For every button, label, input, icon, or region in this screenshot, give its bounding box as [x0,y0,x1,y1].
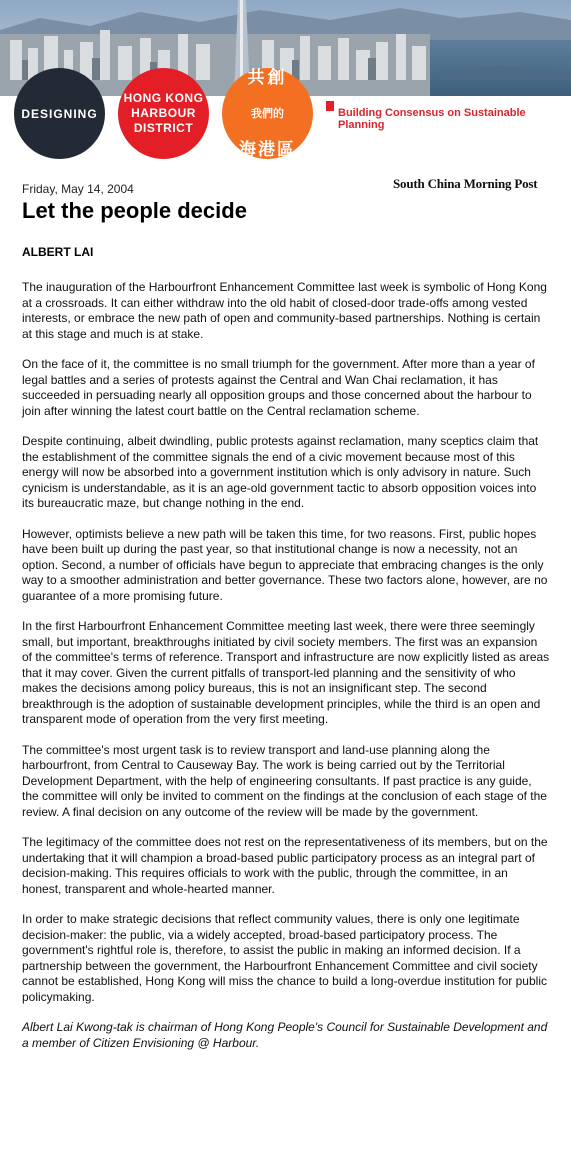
designing-label: DESIGNING [21,106,98,121]
article-paragraph: The inauguration of the Harbourfront Enhancement Committee last week is symbolic of Hong Kong at a crossroads. It can either withdraw into the old habit of closed-door trade-offs among vested interests, or embrace the new path of open and community-based partnerships. Nothing is certain at this stage and much is at stake. [22,280,547,341]
banner-tagline: Building Consensus on Sustainable Planning [338,107,526,131]
chinese-line-3: 海港區 [239,139,296,159]
tagline-marker [326,101,334,111]
article-paragraph: In the first Harbourfront Enhancement Committee meeting last week, there were three seemingly small, but important, breakthroughs initiated by civil society members. The first was an expansion of the committee's terms of reference. Transport and infrastructure are now explicitly listed as areas that it may cover. Given the current pitfalls of transport-led planning and the sensitivity of who makes the decisions among policy bureaus, this is not an insignificant step. The second breakthrough is the adoption of sustainable development principles, while the third is an open and transparent mode of operation from the very first meeting. [22,619,550,726]
article-paragraph: Despite continuing, albeit dwindling, public protests against reclamation, many sceptics claim that the establishment of the committee signals the end of a civic movement because most of this energy will now be absorbed into a government institution which is only advisory in nature. Such cynicism is understandable, as it is an age-old government tactic to absorb opposition voices into its bureaucratic maze, but change nothing in the end. [22,434,539,510]
designing-circle-logo [14,68,105,159]
chinese-line-2: 我們的 [251,107,284,120]
article-body [22,280,550,1066]
header-banner [0,0,571,165]
harbour-district-circle-logo [118,68,209,159]
article-headline: Let the people decide [22,198,247,223]
chinese-title-circle-logo [222,68,313,159]
article-paragraph: The committee's most urgent task is to review transport and land-use planning along the harbourfront, from Central to Causeway Bay. The work is being carried out by the Territorial Development Department, with the help of engineering consultants. If past practice is any guide, the committee will only be invited to comment on the findings at the conclusion of each stage of the review. A final decision on any outcome of the review will be made by the government. [22,742,547,819]
article-paragraph: On the face of it, the committee is no small triumph for the government. After more than a year of legal battles and a series of protests against the Central and Wan Chai reclamation, it has succeeded in persuading nearly all opposition groups and those concerned about the harbour to join after winning the latest court battle on the Central reclamation scheme. [22,357,535,418]
author-note: Albert Lai Kwong-tak is chairman of Hong Kong People's Council for Sustainable Development and a member of Citizen Envisioning @ Harbour. [22,1020,548,1050]
article-paragraph: In order to make strategic decisions that reflect community values, there is only one legitimate decision-maker: the public, via a widely accepted, broad-based participatory process. The government's rightful role is, therefore, to assist the public in making an informed decision. If a partnership between the government, the Harbourfront Enhancement Committee and civil society cannot be established, Hong Kong will miss the chance to build a long-overdue institution for public policymaking. [22,912,547,1004]
article-paragraph: However, optimists believe a new path will be taken this time, for two reasons. First, public hopes have been built up during the past year, so that institutional change is now a necessity, not an option. Second, a number of officials have begun to appreciate that embracing changes is the only way to a smoother administration and better governance. These two factors alone, however, are no guarantee of a more promising future. [22,526,548,603]
harbour-district-label: HONG KONG HARBOUR DISTRICT [123,91,204,135]
chinese-line-1: 共創 [247,67,288,87]
newspaper-masthead: South China Morning Post [393,176,538,191]
article-date: Friday, May 14, 2004 [22,182,134,196]
article-paragraph: The legitimacy of the committee does not rest on the representativeness of its members, but on the undertaking that it will champion a broad-based public participatory process as an integral part of decision-making. This requires officials to work with the public, through the committee, in an honest, transparent and whole-hearted manner. [22,835,548,896]
article-byline: ALBERT LAI [22,245,94,259]
